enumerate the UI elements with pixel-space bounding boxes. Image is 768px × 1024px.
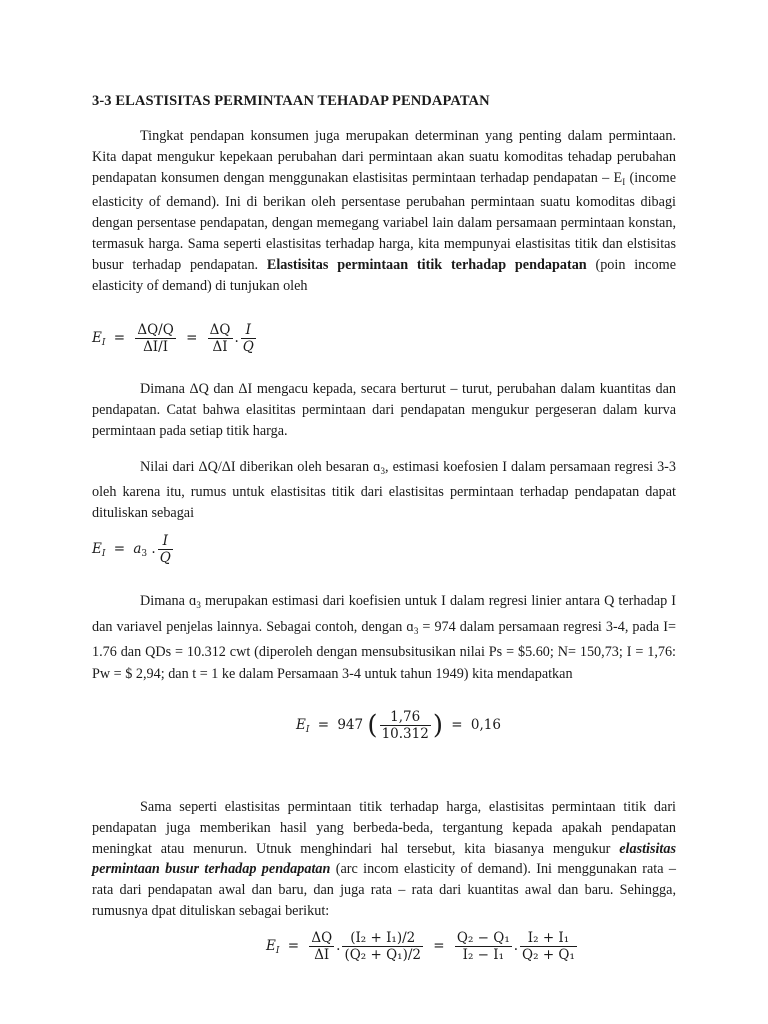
equation-point-elasticity-coefficient: $E_I = a_3$ . $\frac{I}{Q}$: [92, 533, 171, 566]
equation-example-result: $E_I = 947$ ( $\frac{1,76}{10.312}$ ) = 0,16: [296, 709, 501, 742]
eq1-lhs-sub: I: [101, 338, 106, 348]
eq1-lhs: E: [92, 330, 102, 346]
eq1-fraction-3: $\frac{I}{Q}$: [242, 322, 254, 355]
p1-text-c: (poin income elasticity of demand) di tunjukan oleh: [92, 256, 676, 294]
paragraph-income-elasticity-intro: [92, 126, 676, 296]
p1-text-b: (income elasticity of demand). Ini di berikan oleh persentase perubahan permintaan suatu komoditas dibagi dengan persentase pendapatan, dengan memegang variabel lain dalam persamaan permintaan konstan, termasuk harga. Sama seperti elastisitas terhadap harga, kita mempunyai elastisitas titik dan elstisitas busur terhadap pendapatan.: [92, 169, 677, 273]
paragraph-arc-elasticity: Sama seperti elastisitas permintaan titik terhadap harga, elastisitas permintaan titik dari pendapatan juga memberikan hasil yang berbeda-beda, tergantung kepada apakah pendapatan meningkat atau menurun. Utnuk menghindari hal tersebut, kita biasanya mengukur elastisitas permintaan busur terhadap pendapatan (arc incom elasticity of demand). Ini menggunakan rata – rata dari pendapatan awal dan baru, dan juga rata – rata dari kuantitas awal dan baru. Sehingga, rumusnya dpat dituliskan sebagai berikut:: [92, 799, 676, 919]
eq1-fraction-2: $\frac{\Delta Q}{\Delta I}$: [209, 322, 231, 355]
eq3-fraction: $\frac{1,76}{10.312}$: [381, 709, 429, 742]
eq1-equals-2: =: [186, 330, 198, 346]
eq4-fraction-1: $\frac{\Delta Q}{\Delta I}$: [311, 930, 333, 963]
eq4-fraction-4: $\frac{\text{I₂ + I₁}}{\text{Q₂ + Q₁}}$: [522, 930, 575, 963]
equation-point-elasticity: [92, 322, 258, 355]
paragraph-delta-explanation: Dimana ΔQ dan ΔI mengacu kepada, secara berturut – turut, perubahan dalam kuantitas dan pendapatan. Catat bahwa elasititas permintaan dari pendapatan mengukur pergeseran dalam kurva permintaan pada setiap titik harga.: [92, 381, 676, 439]
p1-subscript: I: [622, 176, 626, 187]
eq2-fraction: $\frac{I}{Q}$: [159, 533, 171, 566]
eq4-fraction-2: $\frac{\text{(I₂ + I₁)/2}}{\text{(Q₂ + Q₁)/2}}$: [344, 930, 421, 963]
section-title: 3-3 ELASTISITAS PERMINTAAN TEHADAP PENDAPATAN: [92, 93, 490, 109]
equation-arc-elasticity: $E_I$ = $\frac{\Delta Q}{\Delta I}$ . $\frac{\text{(I₂ + I₁)/2}}{\text{(Q₂ + Q₁)/2}}$ = $\frac{\text{Q₂ − Q₁}}{\text{I₂ − I₁}}$ . $\frac{\text{I₂ + I₁}}{\text{Q₂ + Q₁}}$: [266, 930, 575, 963]
paragraph-example: Dimana ɑ$_3$ merupakan estimasi dari koefisien untuk I dalam regresi linier antara Q terhadap I dan variavel penjelas lainnya. Sebagai contoh, dengan ɑ$_3$ = 974 dalam persamaan regresi 3-4, pada I= 1.76 dan QDs = 10.312 cwt (diperoleh dengan mensubsitusikan nilai Ps = $5.60; N= 150,73; I = 1,76: Pw = $ 2,94; dan t = 1 ke dalam Persamaan 3-4 untuk tahun 1949) kita mendapatkan: [92, 593, 676, 682]
eq4-fraction-3: $\frac{\text{Q₂ − Q₁}}{\text{I₂ − I₁}}$: [456, 930, 510, 963]
paragraph-coefficient: Nilai dari ΔQ/ΔI diberikan oleh besaran ɑ$_3$, estimasi koefosien I dalam persamaan regresi 3-3 oleh karena itu, rumus untuk elastisitas titik dari elastisitas permintaan terhadap pendapatan dapat dituliskan sebagai: [92, 459, 676, 521]
eq1-fraction-1: $\frac{\Delta Q/Q}{\Delta I/I}$: [137, 322, 174, 355]
eq1-equals: =: [113, 330, 126, 346]
p1-bold-term: Elastisitas permintaan titik terhadap pendapatan: [266, 256, 587, 273]
eq1-dot: .: [234, 330, 239, 346]
p1-text-a: Tingkat pendapan konsumen juga merupakan determinan yang penting dalam permintaan. Kita dapat mengukur kepekaan perubahan dari permintaan akan suatu komoditas tehadap perubahan pendapatan konsumen dengan menggunakan elastisitas permintaan terhadap pendapatan – E: [92, 128, 676, 186]
